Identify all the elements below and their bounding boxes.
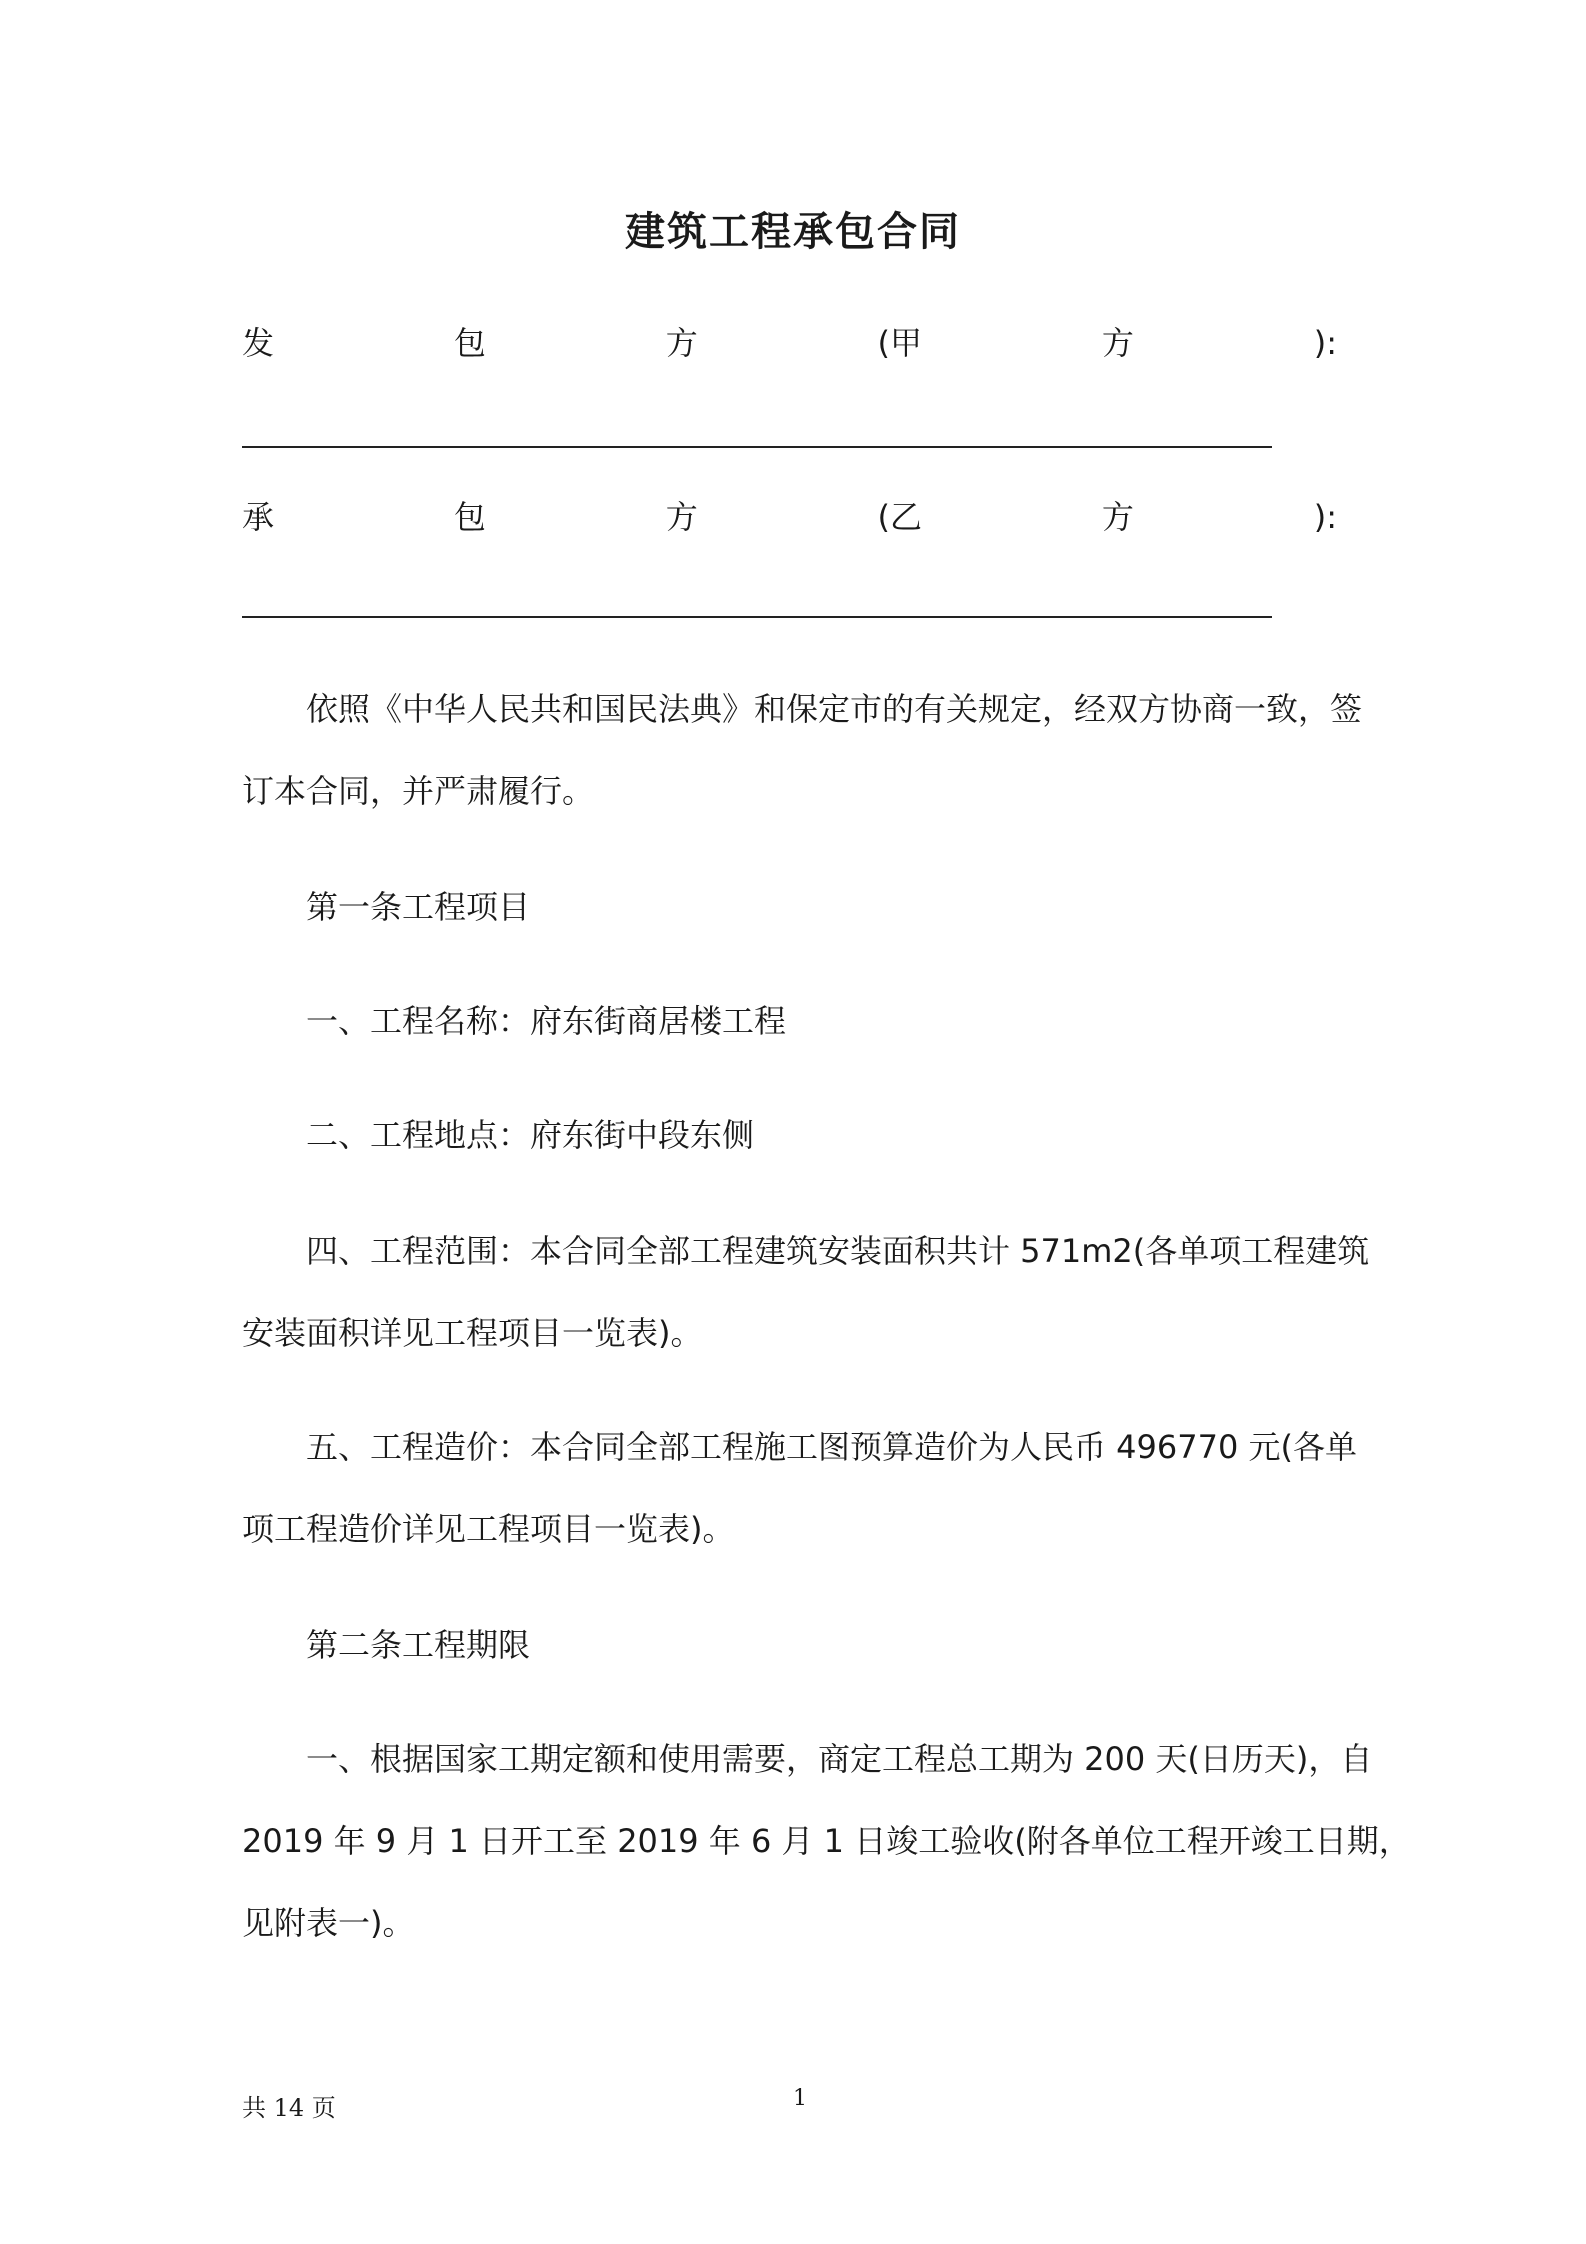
term-paragraph bbox=[242, 1718, 1411, 1964]
intro-line: 依照《中华人民共和国民法典》和保定市的有关规定，经双方协商一致，签 bbox=[306, 690, 1363, 728]
item-text: 四、工程范围：本合同全部工程建筑安装面积共计 571m2(各单项工程建筑 bbox=[306, 1232, 1370, 1270]
party-b-char: ): bbox=[1313, 498, 1337, 536]
article-2-heading bbox=[242, 1604, 1357, 1686]
item-project-name bbox=[242, 980, 1357, 1062]
item-project-cost bbox=[242, 1406, 1357, 1570]
party-b-char: (乙 bbox=[877, 498, 923, 536]
term-line: 2019 年 9 月 1 日开工至 2019 年 6 月 1 日竣工验收(附各单位工程开竣工日期， bbox=[242, 1822, 1411, 1860]
party-b-char: 承 bbox=[242, 498, 275, 536]
item-text: 安装面积详见工程项目一览表)。 bbox=[242, 1314, 703, 1352]
item-project-scope bbox=[242, 1210, 1370, 1374]
party-a-char: 方 bbox=[1101, 324, 1134, 362]
page-number: 1 bbox=[793, 2086, 807, 2111]
item-project-location bbox=[242, 1094, 1357, 1176]
article-1-heading bbox=[242, 866, 1357, 948]
article-heading-text: 第一条工程项目 bbox=[306, 888, 531, 926]
article-heading-text: 第二条工程期限 bbox=[306, 1626, 531, 1664]
party-a-char: ): bbox=[1313, 324, 1337, 362]
party-a-fill-line bbox=[242, 446, 1272, 448]
item-text: 五、工程造价：本合同全部工程施工图预算造价为人民币 496770 元(各单 bbox=[306, 1428, 1357, 1466]
party-b-label bbox=[242, 492, 1337, 538]
party-a-char: 方 bbox=[665, 324, 698, 362]
intro-paragraph bbox=[242, 668, 1363, 832]
party-b-char: 包 bbox=[453, 498, 486, 536]
item-text: 一、工程名称：府东街商居楼工程 bbox=[306, 1002, 787, 1040]
term-line: 见附表一)。 bbox=[242, 1904, 415, 1942]
total-pages: 共 14 页 bbox=[242, 2094, 336, 2122]
party-b-char: 方 bbox=[1101, 498, 1134, 536]
party-a-char: 发 bbox=[242, 324, 275, 362]
party-a-char: 包 bbox=[453, 324, 486, 362]
term-line: 一、根据国家工期定额和使用需要，商定工程总工期为 200 天(日历天)，自 bbox=[306, 1740, 1373, 1778]
intro-line: 订本合同，并严肃履行。 bbox=[242, 772, 595, 810]
item-text: 二、工程地点：府东街中段东侧 bbox=[306, 1116, 755, 1154]
document-title: 建筑工程承包合同 bbox=[625, 209, 961, 255]
party-b-char: 方 bbox=[665, 498, 698, 536]
item-text: 项工程造价详见工程项目一览表)。 bbox=[242, 1510, 735, 1548]
party-b-fill-line bbox=[242, 616, 1272, 618]
party-a-char: (甲 bbox=[877, 324, 923, 362]
party-a-label bbox=[242, 318, 1337, 364]
